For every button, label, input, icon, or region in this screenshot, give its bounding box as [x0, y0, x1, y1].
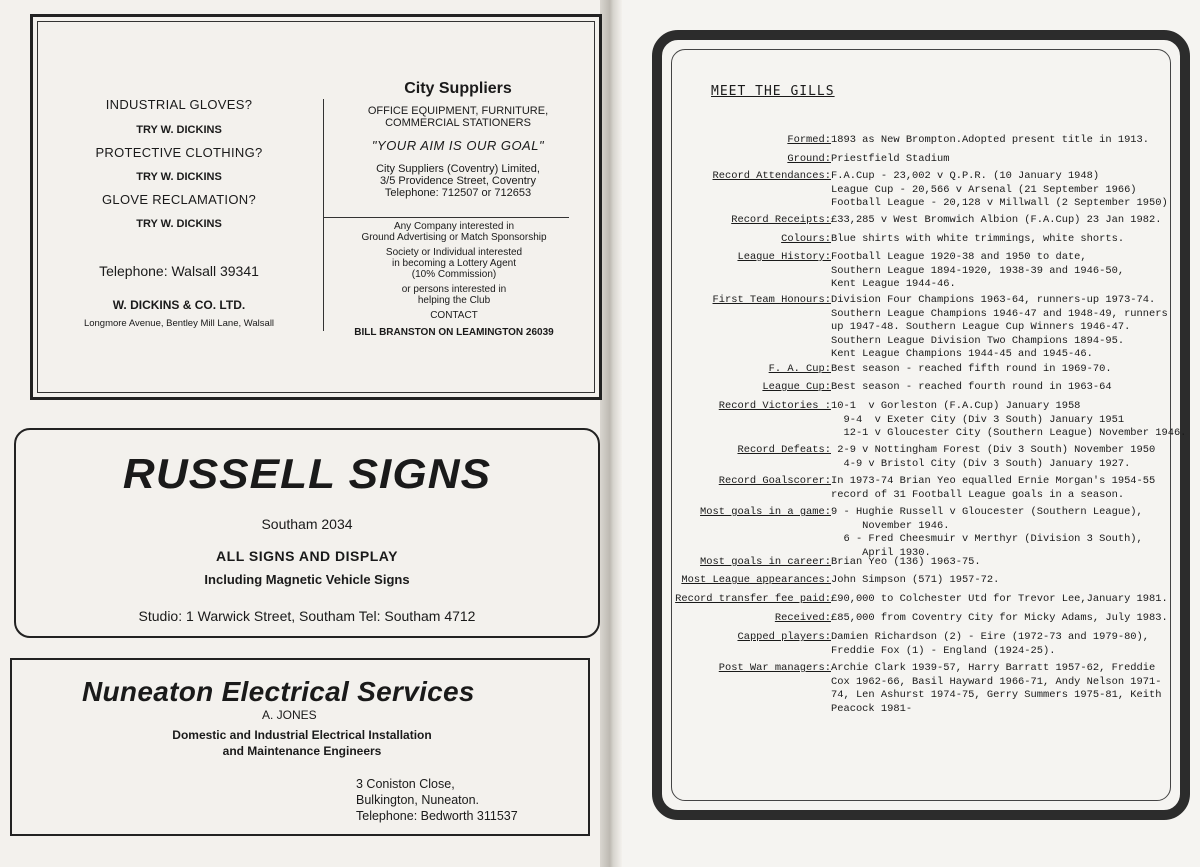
dickins-question-1: INDUSTRIAL GLOVES?	[105, 97, 253, 112]
book-spine	[600, 0, 622, 867]
gills-fact-line: 74, Len Ashurst 1974-75, Gerry Summers 1975-81, Keith	[831, 689, 1162, 701]
city-suppliers-line-2: COMMERCIAL STATIONERS	[385, 117, 531, 129]
russell-signs-line-2: Including Magnetic Vehicle Signs	[204, 572, 410, 587]
sponsor-line-6: or persons interested in	[401, 284, 507, 295]
gills-fact-value	[831, 363, 1112, 377]
nuneaton-title: Nuneaton Electrical Services	[82, 676, 475, 707]
gills-fact-line: In 1973-74 Brian Yeo equalled Ernie Morgan's 1954-55	[831, 475, 1156, 487]
gills-fact-value	[831, 556, 981, 570]
gills-fact-line: Division Four Champions 1963-64, runners-up 1973-74.	[831, 294, 1156, 306]
gills-fact-line: Best season - reached fourth round in 1963-64	[831, 381, 1112, 393]
gills-fact-label: Ground:	[787, 153, 831, 165]
gills-fact-line: 4-9 v Bristol City (Div 3 South) January 1927.	[831, 457, 1131, 470]
nuneaton-telephone: Telephone: Bedworth 311537	[356, 809, 518, 823]
gills-fact-label: Most League appearances:	[681, 574, 831, 586]
gills-fact-line: John Simpson (571) 1957-72.	[831, 574, 1000, 586]
gills-fact-label: Formed:	[787, 134, 831, 146]
dickins-telephone: Telephone: Walsall 39341	[99, 263, 259, 279]
gills-fact-label: League History:	[737, 251, 831, 263]
gills-fact-line: Cox 1962-66, Basil Hayward 1966-71, Andy Nelson 1971-	[831, 675, 1162, 688]
dickins-try-3: TRY W. DICKINS	[136, 218, 222, 230]
gills-fact-value	[831, 574, 999, 588]
sponsorship-notice	[329, 221, 579, 338]
gills-fact-line: 6 - Fred Cheesmuir v Merthyr (Division 3 South),	[831, 533, 1143, 545]
divider-horizontal	[323, 217, 569, 218]
gills-fact-label: Post War managers:	[718, 662, 831, 674]
sponsor-line-3: Society or Individual interested	[385, 247, 523, 258]
gills-fact-line: November 1946.	[831, 519, 950, 532]
gills-fact-value	[831, 170, 1168, 211]
gills-fact-value	[831, 475, 1155, 502]
gills-fact-line: F.A.Cup - 23,002 v Q.P.R. (10 January 1948)	[831, 170, 1100, 182]
gills-fact-label: First Team Honours:	[712, 294, 831, 306]
sponsor-line-2: Ground Advertising or Match Sponsorship	[361, 232, 547, 243]
russell-signs-title: RUSSELL SIGNS	[122, 450, 492, 497]
gills-fact-value	[831, 294, 1168, 362]
sponsor-line-7: helping the Club	[417, 295, 491, 306]
city-suppliers-address-2: 3/5 Providence Street, Coventry	[380, 175, 536, 187]
gills-fact-line: Peacock 1981-	[831, 702, 913, 715]
gills-fact-label: Record Victories :	[718, 400, 831, 412]
gills-title: MEET THE GILLS	[711, 84, 835, 99]
gills-fact-line: 2-9 v Nottingham Forest (Div 3 South) November 1950	[831, 444, 1156, 456]
gills-fact-label: Record Attendances:	[712, 170, 831, 182]
city-suppliers-slogan: "YOUR AIM IS OUR GOAL"	[371, 138, 545, 153]
sponsor-line-5: (10% Commission)	[411, 269, 497, 280]
dickins-city-suppliers-ad	[30, 14, 602, 400]
gills-fact-line: 1893 as New Brompton.Adopted present title in 1913.	[831, 134, 1150, 146]
gills-fact-line: £85,000 from Coventry City for Micky Adams, July 1983.	[831, 612, 1168, 624]
dickins-company: W. DICKINS & CO. LTD.	[112, 298, 246, 312]
gills-fact-line: 10-1 v Gorleston (F.A.Cup) January 1958	[831, 400, 1081, 412]
gills-fact-line: Southern League Champions 1946-47 and 1948-49, runners	[831, 307, 1168, 320]
gills-fact-label: Colours:	[781, 233, 831, 245]
gills-fact-value	[831, 444, 1155, 471]
city-suppliers-telephone: Telephone: 712507 or 712653	[384, 187, 532, 199]
gills-fact-line: Kent League 1944-46.	[831, 278, 956, 290]
gills-fact-label: F. A. Cup:	[768, 363, 831, 375]
dickins-try-2: TRY W. DICKINS	[136, 171, 222, 183]
dickins-address: Longmore Avenue, Bentley Mill Lane, Walsall	[83, 318, 275, 329]
gills-fact-line: £90,000 to Colchester Utd for Trevor Lee,January 1981.	[831, 593, 1168, 605]
nuneaton-address-1: 3 Coniston Close,	[356, 777, 455, 791]
nuneaton-line-2: and Maintenance Engineers	[222, 744, 382, 758]
dickins-ad	[33, 17, 325, 397]
nuneaton-address	[356, 776, 518, 824]
gills-fact-value	[831, 506, 1143, 560]
sponsor-line-4: in becoming a Lottery Agent	[392, 258, 516, 269]
gills-fact-line: Brian Yeo (136) 1963-75.	[831, 556, 981, 568]
gills-fact-value	[831, 381, 1112, 395]
sponsor-line-1: Any Company interested in	[393, 221, 515, 232]
city-suppliers-address-1: City Suppliers (Coventry) Limited,	[376, 163, 540, 175]
gills-fact-line: record of 31 Football League goals in a season.	[831, 488, 1125, 501]
gills-fact-label: Record Goalscorer:	[718, 475, 831, 487]
city-suppliers-title: City Suppliers	[404, 80, 512, 97]
gills-fact-value	[831, 214, 1161, 228]
russell-signs-ad	[14, 428, 600, 638]
gills-fact-line: £33,285 v West Bromwich Albion (F.A.Cup) 23 Jan 1982.	[831, 214, 1162, 226]
russell-signs-line-1: ALL SIGNS AND DISPLAY	[216, 548, 398, 564]
gills-fact-line: Freddie Fox (1) - England (1924-25).	[831, 644, 1056, 657]
dickins-question-2: PROTECTIVE CLOTHING?	[95, 145, 263, 160]
dickins-try-1: TRY W. DICKINS	[136, 124, 222, 136]
gills-fact-value	[831, 134, 1149, 148]
nuneaton-address-2: Bulkington, Nuneaton.	[356, 793, 480, 807]
gills-fact-line: League Cup - 20,566 v Arsenal (21 September 1966)	[831, 183, 1137, 196]
gills-fact-line: Damien Richardson (2) - Eire (1972-73 and 1979-80),	[831, 631, 1150, 643]
nuneaton-name: A. JONES	[262, 708, 317, 722]
gills-fact-line: Best season - reached fifth round in 1969-70.	[831, 363, 1112, 375]
gills-fact-label: Capped players:	[737, 631, 831, 643]
gills-fact-line: Southern League 1894-1920, 1938-39 and 1946-50,	[831, 264, 1125, 277]
gills-fact-value	[831, 400, 1186, 441]
gills-fact-line: Priestfield Stadium	[831, 153, 950, 165]
dickins-question-3: GLOVE RECLAMATION?	[102, 192, 256, 207]
gills-fact-label: Most goals in career:	[700, 556, 831, 568]
russell-signs-phone: Southam 2034	[261, 516, 353, 532]
city-suppliers-line-1: OFFICE EQUIPMENT, FURNITURE,	[367, 105, 549, 117]
gills-fact-label: Record Defeats:	[737, 444, 831, 456]
gills-fact-value	[831, 251, 1124, 292]
gills-fact-value	[831, 593, 1168, 607]
gills-fact-value	[831, 233, 1124, 247]
gills-fact-line: 9-4 v Exeter City (Div 3 South) January 1951	[831, 413, 1125, 426]
gills-fact-value	[831, 662, 1161, 716]
gills-fact-line: Football League 1920-38 and 1950 to date,	[831, 251, 1087, 263]
sponsor-contact-name: BILL BRANSTON ON LEAMINGTON 26039	[354, 327, 554, 338]
gills-fact-line: Southern League Division Two Champions 1894-95.	[831, 334, 1125, 347]
gills-fact-label: League Cup:	[762, 381, 831, 393]
gills-fact-value	[831, 153, 949, 167]
gills-fact-line: Football League - 20,128 v Millwall (2 September 1950)	[831, 197, 1168, 209]
gills-fact-line: 12-1 v Gloucester City (Southern League) November 1946.	[831, 427, 1187, 439]
gills-fact-label: Received:	[774, 612, 831, 624]
gills-fact-line: Blue shirts with white trimmings, white shorts.	[831, 233, 1125, 245]
gills-fact-line: 9 - Hughie Russell v Gloucester (Southern League),	[831, 506, 1143, 518]
gills-fact-label: Most goals in a game:	[700, 506, 831, 518]
gills-fact-label: Record transfer fee paid:	[675, 593, 831, 605]
sponsor-contact-label: CONTACT	[430, 310, 478, 321]
gills-fact-label: Record Receipts:	[731, 214, 831, 226]
nuneaton-line-1: Domestic and Industrial Electrical Installation	[172, 728, 432, 742]
gills-fact-line: Kent League Champions 1944-45 and 1945-46.	[831, 348, 1093, 360]
gills-fact-line: up 1947-48. Southern League Cup Winners 1946-47.	[831, 321, 1131, 333]
russell-signs-studio: Studio: 1 Warwick Street, Southam Tel: Southam 4712	[138, 608, 476, 624]
divider-vertical	[323, 99, 324, 331]
gills-fact-value	[831, 631, 1149, 658]
gills-fact-line: April 1930.	[831, 546, 931, 559]
gills-fact-value	[831, 612, 1168, 626]
gills-fact-line: Archie Clark 1939-57, Harry Barratt 1957-62, Freddie	[831, 662, 1156, 674]
nuneaton-electrical-ad	[10, 658, 590, 836]
